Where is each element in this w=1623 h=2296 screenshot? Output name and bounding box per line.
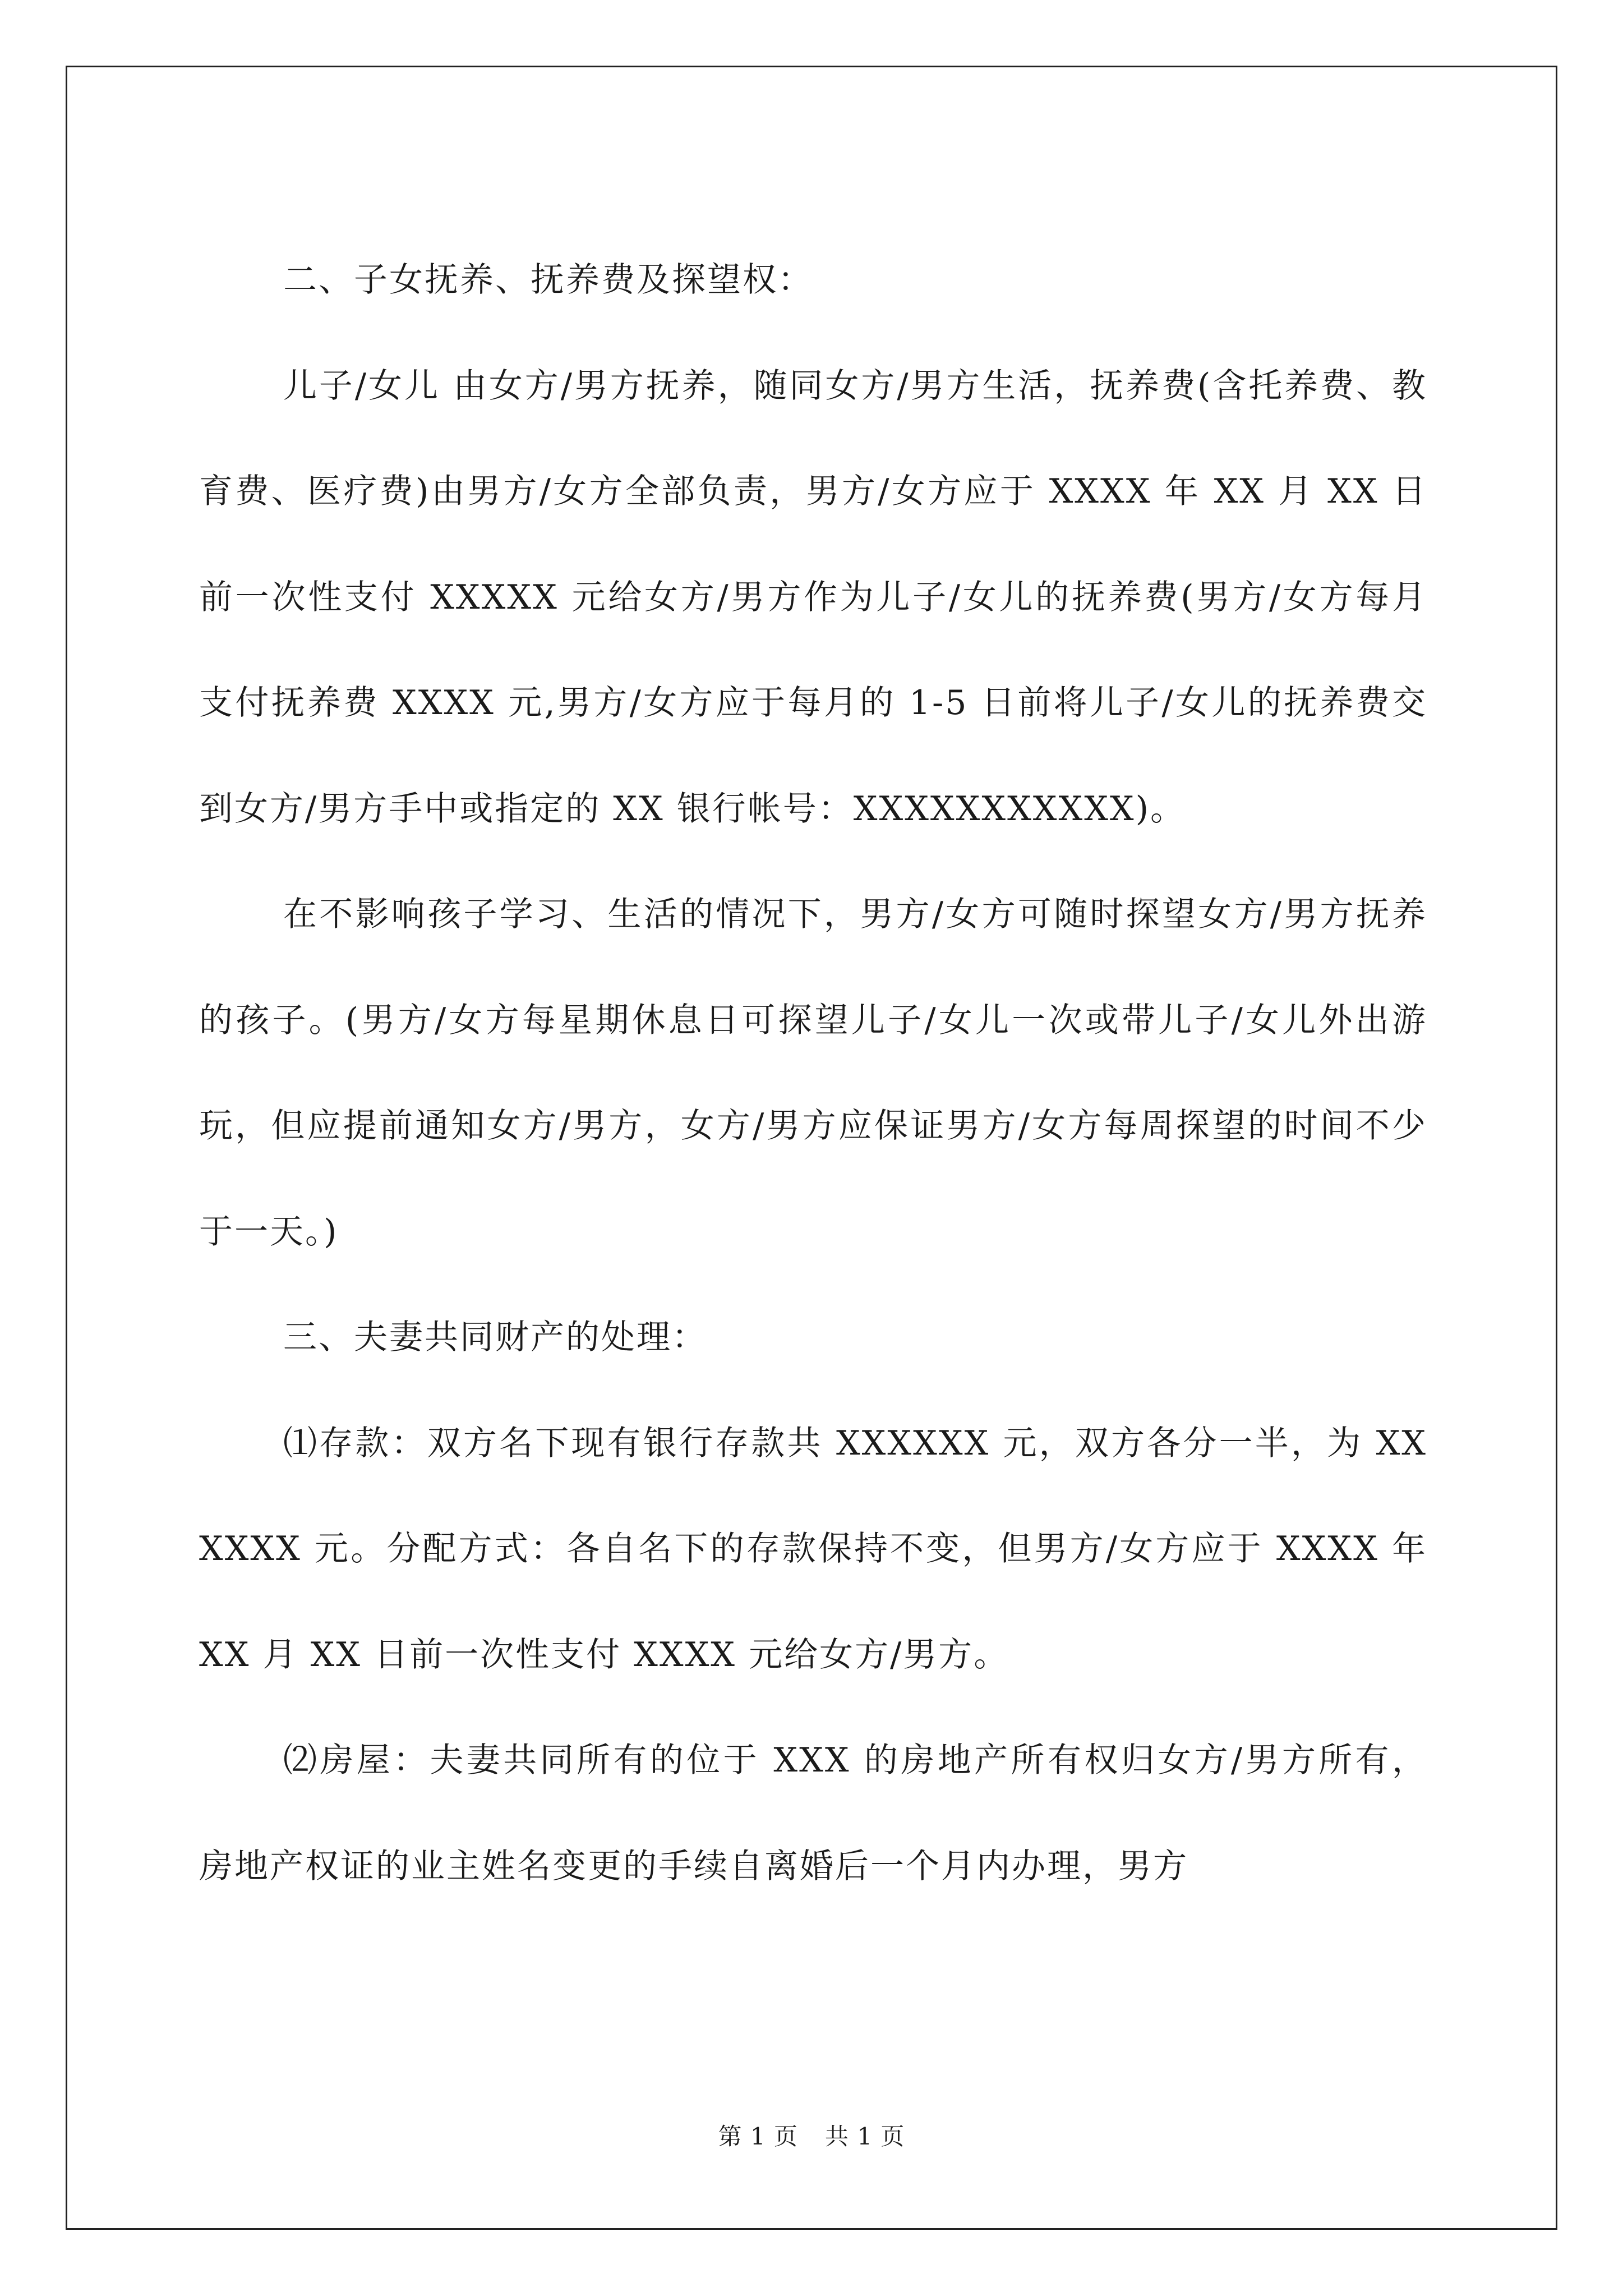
section-heading-property: 三、夫妻共同财产的处理： (283, 1318, 707, 1357)
section-heading-child-custody: 二、子女抚养、抚养费及探望权： (283, 260, 813, 300)
page-footer (0, 2118, 1623, 2152)
page-number-current: 第 1 页 (718, 2123, 798, 2150)
paragraph-house: ⑵房屋：夫妻共同所有的位于 XXX 的房地产所有权归女方/男方所有， 房地产权证的业主姓名变更的手续自离婚后一个月内办理，男方 (199, 1741, 1427, 1886)
page-number-total: 共 1 页 (825, 2123, 905, 2150)
paragraph-visitation: 在不影响孩子学习、生活的情况下，男方/女方可随时探望女方/男方抚养的孩子。(男方/女方每星期休息日可探望儿子/女儿一次或带儿子/女儿外出游玩，但应提前通知女方/男方，女方/男方应保证男方/女方每周探望的时间不少于一天。) (199, 895, 1427, 1251)
document-body (199, 227, 1427, 1919)
paragraph-deposits: ⑴存款：双方名下现有银行存款共 XXXXXX 元，双方各分一半，为 XXXXXX 元。分配方式：各自名下的存款保持不变，但男方/女方应于 XXXX 年 XX 月 XX 日前一次性支付 XXXX 元给女方/男方。 (199, 1423, 1427, 1674)
paragraph-child-support: 儿子/女儿 由女方/男方抚养，随同女方/男方生活，抚养费(含托养费、教育费、医疗费)由男方/女方全部负责，男方/女方应于 XXXX 年 XX 月 XX 日前一次性支付 XXXXX 元给女方/男方作为儿子/女儿的抚养费(男方/女方每月支付抚养费 XXXX 元,男方/女方应于每月的 1-5 日前将儿子/女儿的抚养费交到女方/男方手中或指定的 XX 银行帐号：XXXXXXXXXXX)。 (199, 366, 1427, 829)
